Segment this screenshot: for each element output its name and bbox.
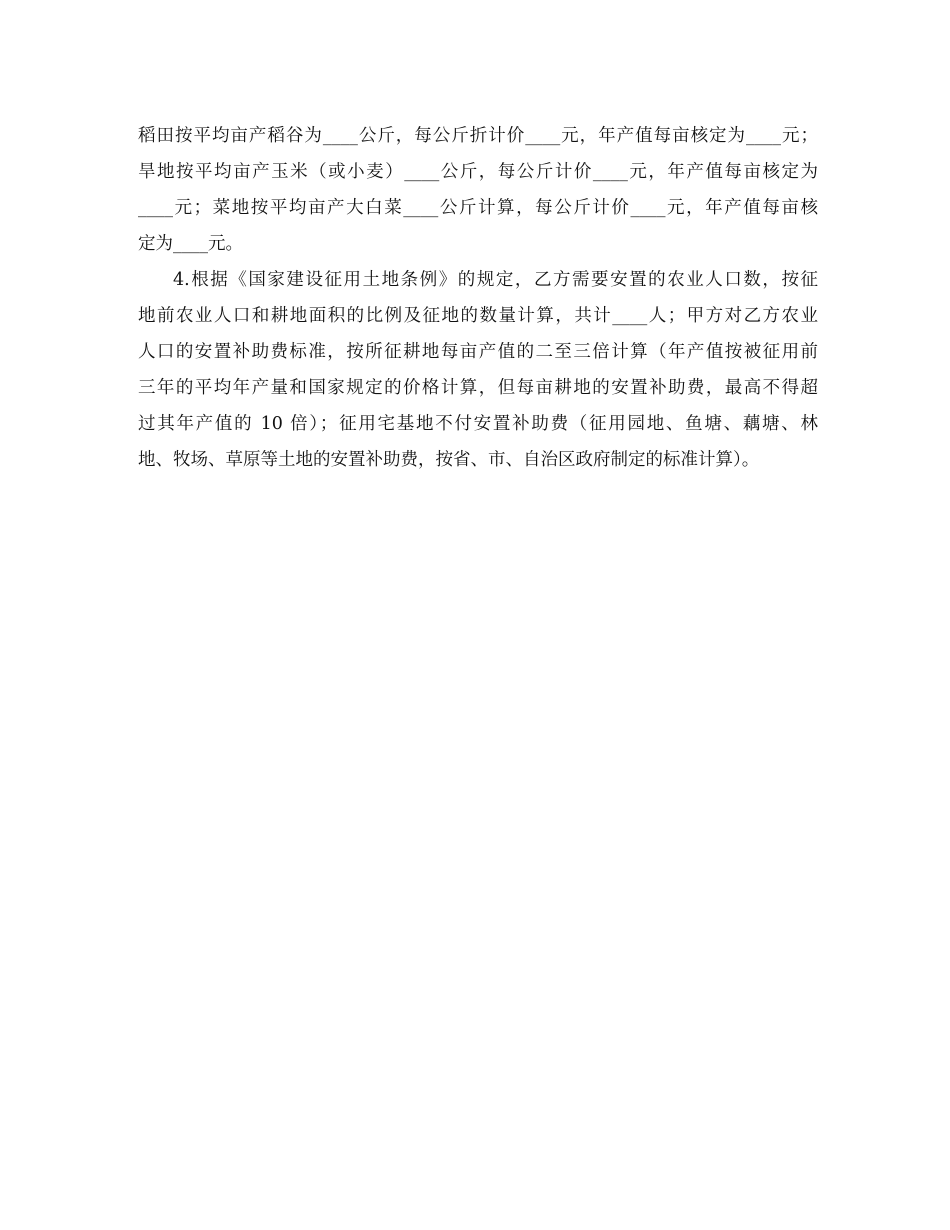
text-line: 人口的安置补助费标准，按所征耕地每亩产值的二至三倍计算（年产值按被征用前 [138, 342, 818, 362]
text-line: 地前农业人口和耕地面积的比例及征地的数量计算，共计____人；甲方对乙方农业 [138, 306, 818, 326]
paragraph-annual-output-value [138, 118, 818, 262]
text-line: 三年的平均年产量和国家规定的价格计算，但每亩耕地的安置补助费，最高不得超 [138, 378, 818, 398]
text-line: 稻田按平均亩产稻谷为____公斤，每公斤折计价____元，年产值每亩核定为____元； [138, 126, 818, 146]
text-line: 地、牧场、草原等土地的安置补助费，按省、市、自治区政府制定的标准计算）。 [138, 450, 760, 470]
text-line: 4.根据《国家建设征用土地条例》的规定，乙方需要安置的农业人口数，按征 [173, 270, 818, 290]
paragraph-resettlement-subsidy [138, 262, 818, 478]
text-line: 旱地按平均亩产玉米（或小麦）____公斤，每公斤计价____元，年产值每亩核定为 [138, 162, 818, 182]
text-line: 定为____元。 [138, 234, 243, 254]
text-line: ____元；菜地按平均亩产大白菜____公斤计算，每公斤计价____元，年产值每亩核 [138, 198, 818, 218]
document-body [138, 118, 818, 478]
text-line: 过其年产值的 10 倍）；征用宅基地不付安置补助费（征用园地、鱼塘、藕塘、林 [138, 414, 818, 434]
